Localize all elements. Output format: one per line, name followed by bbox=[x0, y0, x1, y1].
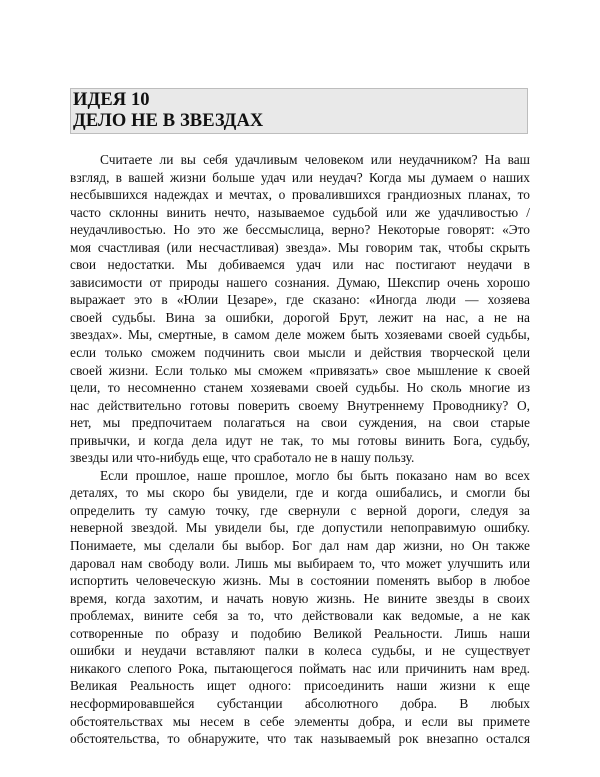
body-text bbox=[70, 151, 530, 748]
text-line: Считаете ли вы себя удачливым человеком или неудачником? На ваш bbox=[100, 152, 530, 167]
text-line: цели, то несомненно станем хозяевами своей судьбы. Но сколь многие из bbox=[70, 380, 530, 396]
text-line: обстоятельствах мы несем в себе элементы добра, и если вы примете bbox=[70, 713, 530, 729]
chapter-heading bbox=[70, 88, 528, 134]
text-line: испортить человеческую жизнь. Мы в состоянии поменять выбор в любое bbox=[70, 573, 530, 589]
chapter-number: ИДЕЯ 10 bbox=[73, 90, 150, 110]
text-line: даровал нам свободу воли. Лишь мы выбираем то, что может улучшить или bbox=[70, 555, 530, 571]
text-line: деталях, то мы скоро бы увидели, где и когда ошибались, и смогли бы bbox=[70, 485, 530, 501]
text-line: Понимаете, мы сделали бы выбор. Бог дал нам дар жизни, но Он также bbox=[70, 538, 530, 554]
text-line: никакого слепого Рока, пытающегося поймать нас или причинить нам вред. bbox=[70, 660, 530, 676]
text-line: звездах». Мы, смертные, в самом деле можем быть хозяевами своей судьбы, bbox=[70, 327, 530, 343]
text-line: привычки, и когда дела идут не так, то мы готовы винить Бога, судьбу, bbox=[70, 432, 530, 448]
text-line: часто склонны винить нечто, называемое судьбой или же удачливостью / bbox=[70, 204, 530, 220]
chapter-title: ДЕЛО НЕ В ЗВЕЗДАХ bbox=[73, 111, 264, 131]
text-line: нас действительно готовы поверить своему Внутреннему Проводнику? О, bbox=[70, 397, 530, 413]
text-line: Великая Реальность ищет одного: присоединить наши жизни к еще bbox=[70, 678, 530, 694]
text-line: звезды или что-нибудь еще, что сработало не в нашу пользу. bbox=[70, 450, 415, 466]
text-line: Если прошлое, наше прошлое, могло бы быть показано нам во всех bbox=[100, 467, 530, 483]
text-line: определить ту самую точку, где свернули с верной дороги, следуя за bbox=[70, 502, 530, 518]
text-line: своей судьбы. Вина за ошибки, дорогой Брут, лежит на нас, а не на bbox=[70, 309, 530, 325]
text-line: нет, мы предпочитаем полагаться на свои суждения, на свои старые bbox=[70, 415, 530, 431]
text-line: выражает это в «Юлии Цезаре», где сказано: «Иногда люди — хозяева bbox=[70, 292, 530, 308]
text-line: проблемах, вините себя за то, что действовали как ведомые, а не как bbox=[70, 608, 530, 624]
text-line: если только сможем подчинить свои мысли и действия творческой цели bbox=[70, 345, 530, 361]
text-line: зависимости от природы нашего сознания. Думаю, Шекспир очень хорошо bbox=[70, 274, 530, 290]
text-line: моя счастливая (или несчастливая) звезда». Мы говорим так, чтобы скрыть bbox=[70, 239, 530, 255]
text-line: свои недостатки. Мы добиваемся удач или нас постигают неудачи в bbox=[70, 257, 530, 273]
text-line: несбывшихся надеждах и мечтах, о провалившихся грандиозных планах, то bbox=[70, 187, 530, 203]
text-line: время, когда захотим, и начать новую жизнь. Не вините звезды в своих bbox=[70, 590, 530, 606]
text-line: ошибки и неудачи вставляют палки в колеса судьбы, и не существует bbox=[70, 643, 530, 659]
text-line: сотворенные по образу и подобию Великой Реальности. Лишь наши bbox=[70, 625, 530, 641]
text-line: обстоятельства, то обнаружите, что так называемый рок внезапно остался bbox=[70, 731, 530, 747]
text-line: взгляд, в вашей жизни больше удач или неудач? Когда мы думаем о наших bbox=[70, 169, 530, 185]
text-line: неудачливостью. Но это же бессмыслица, верно? Некоторые говорят: «Это bbox=[70, 222, 530, 238]
text-line: несформировавшейся субстанции абсолютного добра. В любых bbox=[70, 695, 530, 711]
text-line: своей жизни. Если только мы сможем «привязать» свое мышление к своей bbox=[70, 362, 530, 378]
text-line: неверной звездой. Мы увидели бы, где допустили непоправимую ошибку. bbox=[70, 520, 530, 536]
